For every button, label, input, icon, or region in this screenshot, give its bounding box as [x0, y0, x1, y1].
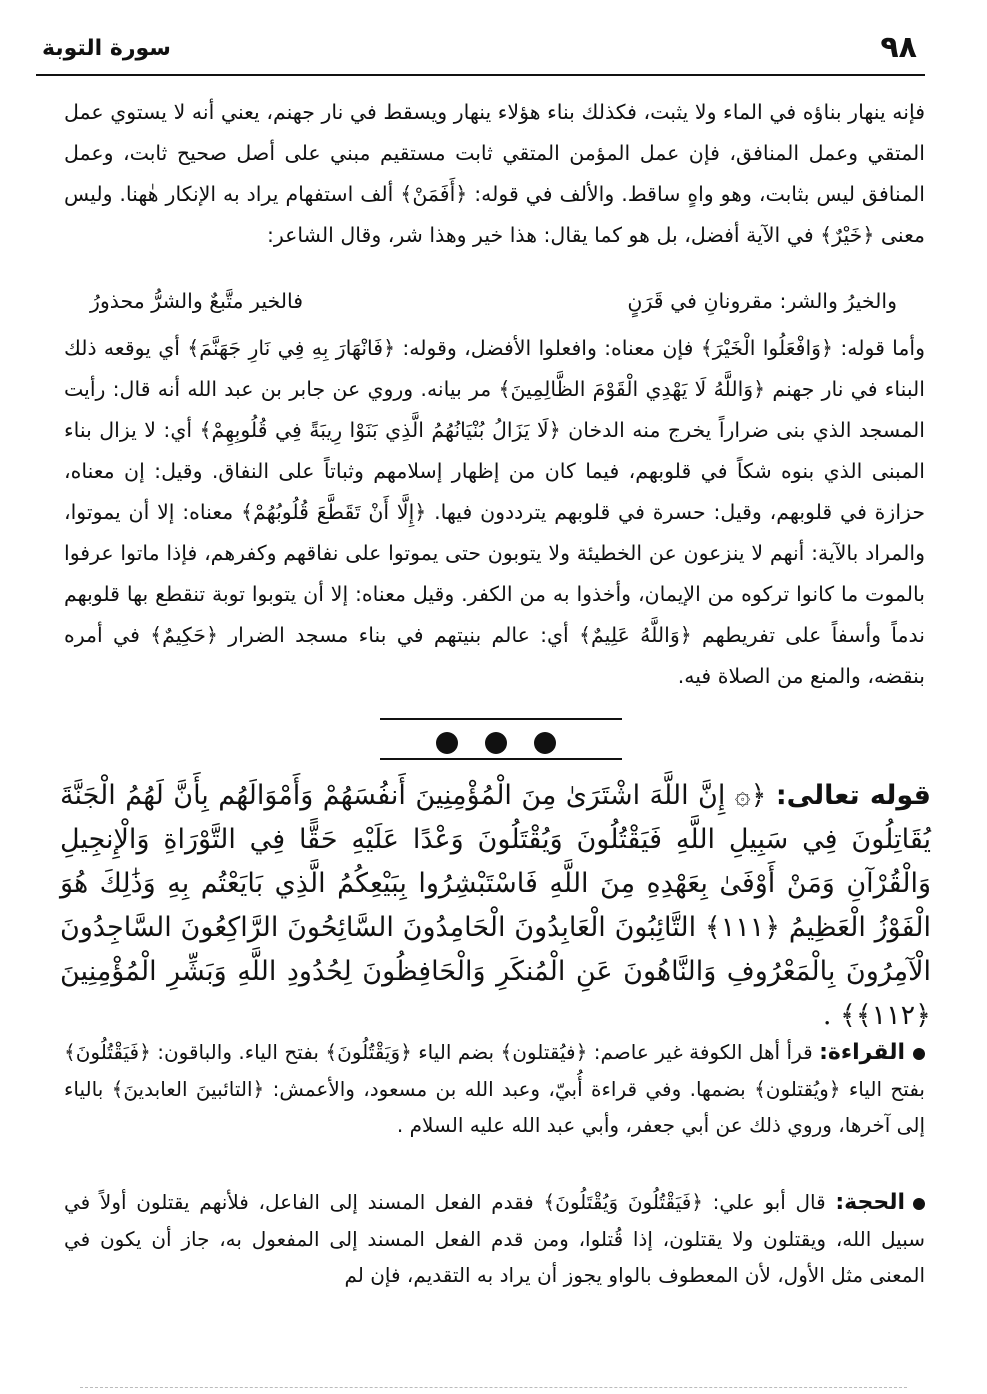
- qiraa-section: [64, 1034, 925, 1143]
- quran-verses: [60, 774, 931, 1038]
- quran-intro: قوله تعالى:: [775, 780, 931, 811]
- surah-title: سورة التوبة: [42, 36, 171, 61]
- qiraa-text: قرأ أهل الكوفة غير عاصم: ﴿فيُقتلون﴾ بضم الياء ﴿وَيَقْتُلُونَ﴾ بفتح الياء. والباقون: ﴿فَيَقْتُلُونَ﴾ بفتح الياء ﴿ويُقتلون﴾ بضمها. وفي قراءة أُبيّ، وعبد الله بن مسعود، والأعمش: ﴿التائبينَ العابدينَ﴾ بالياء إلى آخرها، وروي ذلك عن أبي جعفر، وأبي عبد الله عليه السلام .: [64, 1040, 925, 1137]
- page-number: ٩٨: [880, 30, 917, 65]
- verse-hemistich-right: والخيرُ والشر: مقرونانِ في قَرَنٍ: [627, 289, 897, 313]
- hujja-title: الحجة:: [835, 1190, 906, 1215]
- section-divider-top: [380, 718, 622, 720]
- separator-dot: [436, 732, 458, 754]
- section-separator-dots: [436, 730, 556, 756]
- commentary-paragraph-1: فإنه ينهار بناؤه في الماء ولا يثبت، فكذلك بناء هؤلاء ينهار ويسقط في نار جهنم، يعني أنه لا يستوي عمل المتقي وعمل المنافق، فإن عمل المؤمن المتقي ثابت مستقيم مبني على أصل صحيح ثابت، وعمل المنافق ليس بثابت، وهو واهٍ ساقط. والألف في قوله: ﴿أَفَمَنْ﴾ ألف استفهام يراد به الإنكار هٰهنا. وليس معنى ﴿خَيْرٌ﴾ في الآية أفضل، بل هو كما يقال: هذا خير وهذا شر، وقال الشاعر:: [64, 100, 925, 247]
- hujja-text: قال أبو علي: ﴿فَيَقْتُلُونَ وَيُقْتَلُونَ﴾ فقدم الفعل المسند إلى الفاعل، فلأنهم يقتلون أولاً في سبيل الله، ويقتلون ولا يقتلون، إذا قُتلوا، ومن قدم الفعل المسند إلى المفعول به، جاز أن يكون في المعنى مثل الأول، لأن المعطوف بالواو يجوز أن يراد به التقديم، فإن لم: [64, 1190, 925, 1287]
- bullet-icon: [913, 1048, 925, 1060]
- separator-dot: [534, 732, 556, 754]
- quran-text: ﴿۞ إِنَّ اللَّهَ اشْتَرَىٰ مِنَ الْمُؤْمِنِينَ أَنفُسَهُمْ وَأَمْوَالَهُم بِأَنَّ لَهُمُ الْجَنَّةَ يُقَاتِلُونَ فِي سَبِيلِ اللَّهِ فَيَقْتُلُونَ وَيُقْتَلُونَ وَعْدًا عَلَيْهِ حَقًّا فِي التَّوْرَاةِ وَالْإِنجِيلِ وَالْقُرْآنِ وَمَنْ أَوْفَىٰ بِعَهْدِهِ مِنَ اللَّهِ فَاسْتَبْشِرُوا بِبَيْعِكُمُ الَّذِي بَايَعْتُم بِهِ وَذَٰلِكَ هُوَ الْفَوْزُ الْعَظِيمُ ﴿١١١﴾ التَّائِبُونَ الْعَابِدُونَ الْحَامِدُونَ السَّائِحُونَ الرَّاكِعُونَ السَّاجِدُونَ الْآمِرُونَ بِالْمَعْرُوفِ وَالنَّاهُونَ عَنِ الْمُنكَرِ وَالْحَافِظُونَ لِحُدُودِ اللَّهِ وَبَشِّرِ الْمُؤْمِنِينَ ﴿١١٢﴾﴾ .: [60, 780, 931, 1031]
- commentary-paragraph-2: وأما قوله: ﴿وَافْعَلُوا الْخَيْرَ﴾ فإن معناه: وافعلوا الأفضل، وقوله: ﴿فَانْهَارَ بِهِ فِي نَارِ جَهَنَّمَ﴾ أي يوقعه ذلك البناء في نار جهنم ﴿وَاللَّهُ لَا يَهْدِي الْقَوْمَ الظَّالِمِينَ﴾ مر بيانه. وروي عن جابر بن عبد الله أنه قال: رأيت المسجد الذي بنى ضراراً يخرج منه الدخان ﴿لَا يَزَالُ بُنْيَانُهُمُ الَّذِي بَنَوْا رِيبَةً فِي قُلُوبِهِمْ﴾ أي: لا يزال بناء المبنى الذي بنوه شكاً في قلوبهم، فيما كان من إظهار إسلامهم وثباتاً على النفاق. وقيل: إن معناه، حزازة في قلوبهم، وقيل: حسرة في قلوبهم يترددون فيها. ﴿إِلَّا أَنْ تَقَطَّعَ قُلُوبُهُمْ﴾ معناه: إلا أن يموتوا، والمراد بالآية: أنهم لا ينزعون عن الخطيئة ولا يتوبون حتى يموتوا على نفاقهم وكفرهم، فإذا ماتوا عرفوا بالموت ما كانوا تركوه من الإيمان، وأخذوا به من الكفر. وقيل معناه: إلا أن يتوبوا توبة تنقطع بها قلوبهم ندماً وأسفاً على تفريطهم ﴿وَاللَّهُ عَلِيمٌ﴾ أي: عالم بنيتهم في بناء مسجد الضرار ﴿حَكِيمٌ﴾ في أمره بنقضه، والمنع من الصلاة فيه.: [64, 336, 925, 688]
- hujja-section: [64, 1184, 925, 1293]
- page-bottom-edge: [80, 1387, 907, 1388]
- verse-hemistich-left: فالخير متَّبعٌ والشرُّ محذورُ: [90, 289, 304, 313]
- qiraa-title: القراءة:: [819, 1040, 906, 1065]
- section-divider-bottom: [380, 758, 622, 760]
- page-header: [36, 28, 925, 76]
- poetry-verse: [90, 284, 897, 318]
- separator-dot: [485, 732, 507, 754]
- bullet-icon: [913, 1198, 925, 1210]
